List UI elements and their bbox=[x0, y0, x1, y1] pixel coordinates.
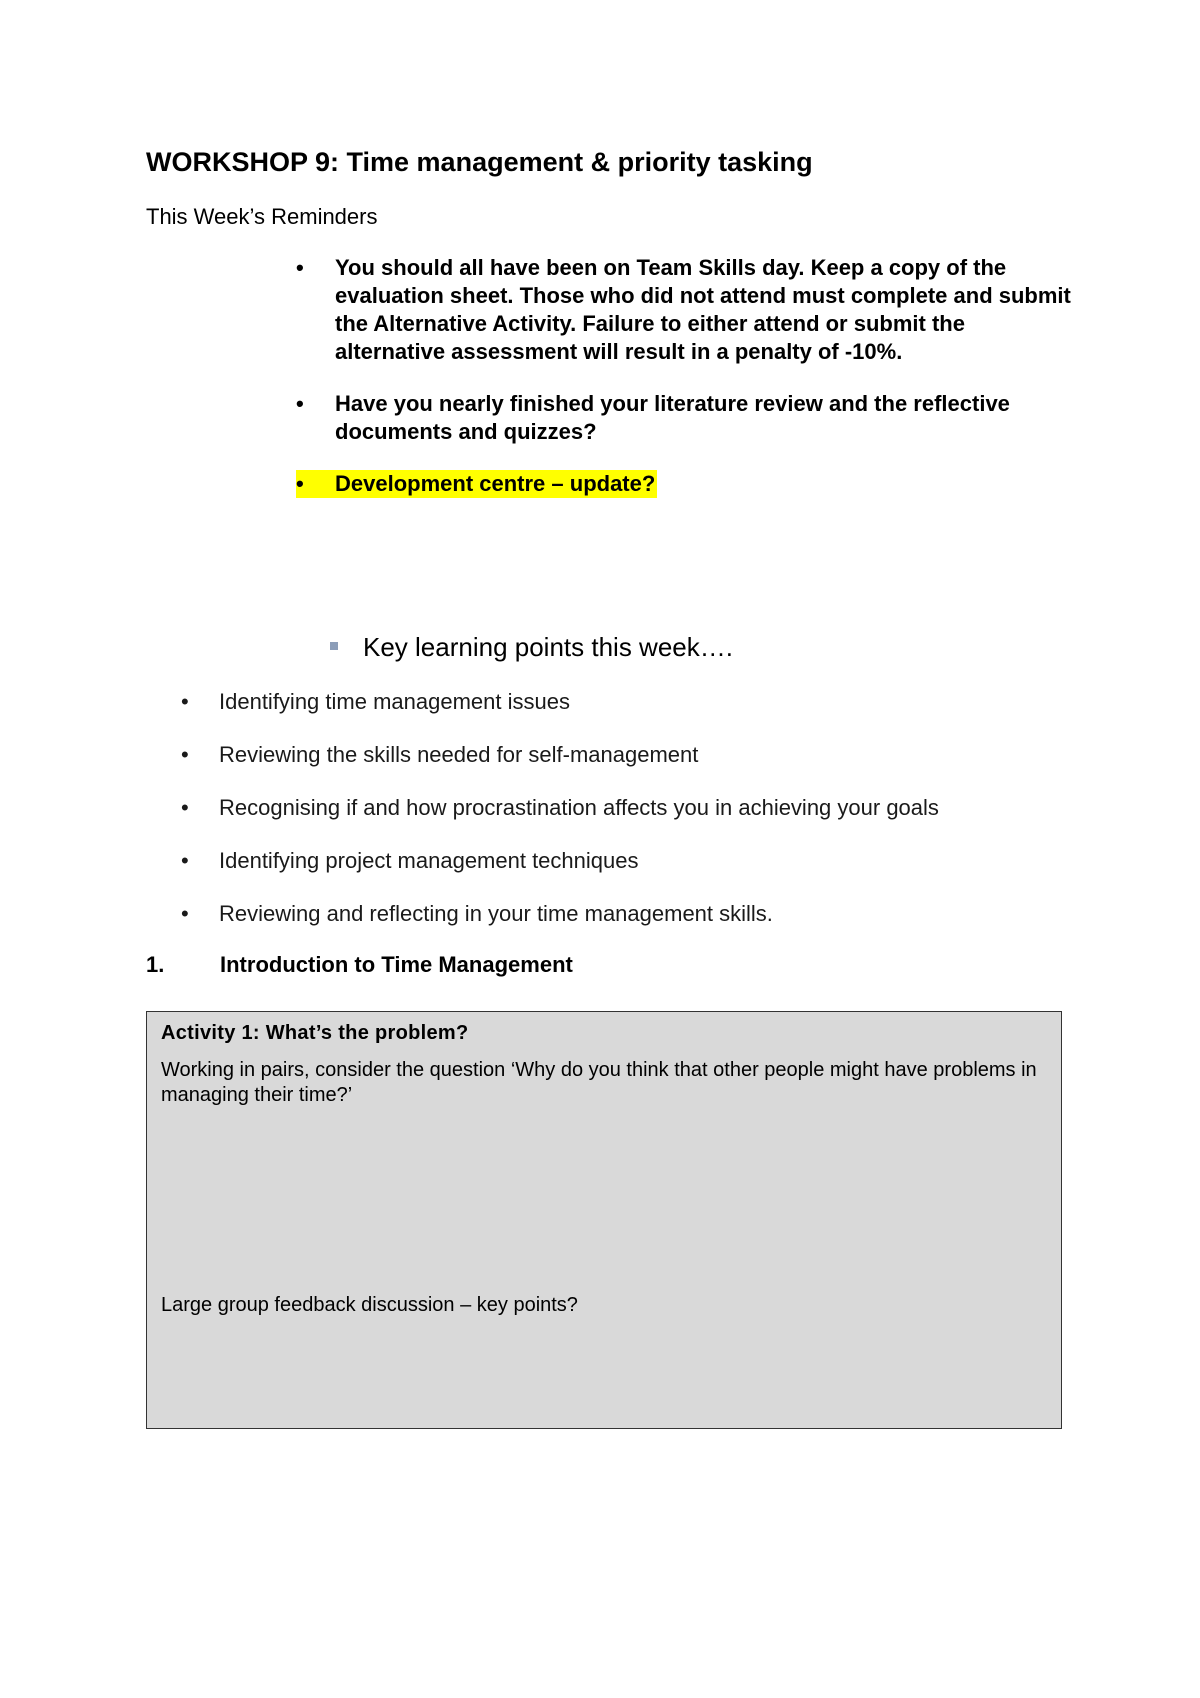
bullet-icon: • bbox=[181, 795, 189, 820]
reminder-text: You should all have been on Team Skills day. Keep a copy of the evaluation sheet. Those who did not attend must complete and submit the Alternative Activity. Failure to either attend or submit the alternative assessment will result in a penalty of -10%. bbox=[335, 255, 1071, 364]
bullet-icon: • bbox=[181, 742, 189, 767]
key-learning-heading bbox=[330, 630, 733, 664]
activity-box bbox=[146, 1011, 1062, 1429]
reminders-list bbox=[296, 254, 1076, 522]
activity-title: Activity 1: What’s the problem? bbox=[161, 1022, 469, 1044]
section-number: 1. bbox=[146, 952, 165, 977]
key-point-text: Reviewing and reflecting in your time management skills. bbox=[219, 901, 773, 926]
list-item bbox=[181, 900, 1081, 928]
reminder-text: Development centre – update? bbox=[335, 471, 656, 496]
list-item bbox=[181, 794, 1081, 822]
list-item bbox=[181, 688, 1081, 716]
key-point-text: Reviewing the skills needed for self-management bbox=[219, 742, 699, 767]
reminder-item bbox=[296, 390, 1076, 446]
bullet-icon: • bbox=[296, 255, 304, 280]
activity-instructions: Working in pairs, consider the question ‘Why do you think that other people might have problems in managing their time?’ bbox=[161, 1059, 1037, 1106]
activity-feedback-prompt: Large group feedback discussion – key points? bbox=[161, 1294, 578, 1316]
reminder-text: Have you nearly finished your literature review and the reflective documents and quizzes? bbox=[335, 391, 1010, 444]
reminder-item-highlighted bbox=[296, 470, 657, 498]
reminder-item bbox=[296, 254, 1076, 366]
key-points-list bbox=[181, 688, 1081, 953]
key-point-text: Identifying project management techniques bbox=[219, 848, 639, 873]
key-learning-heading-text: Key learning points this week…. bbox=[363, 632, 733, 662]
page-title: WORKSHOP 9: Time management & priority tasking bbox=[146, 147, 813, 177]
key-point-text: Identifying time management issues bbox=[219, 689, 570, 714]
list-item bbox=[181, 741, 1081, 769]
section-heading bbox=[146, 951, 573, 979]
reminders-heading: This Week’s Reminders bbox=[146, 204, 378, 229]
bullet-icon: • bbox=[181, 689, 189, 714]
bullet-icon: • bbox=[296, 471, 304, 496]
bullet-icon: • bbox=[181, 848, 189, 873]
key-point-text: Recognising if and how procrastination affects you in achieving your goals bbox=[219, 795, 939, 820]
section-title: Introduction to Time Management bbox=[220, 952, 573, 977]
bullet-icon: • bbox=[181, 901, 189, 926]
list-item bbox=[181, 847, 1081, 875]
bullet-icon: • bbox=[296, 391, 304, 416]
square-bullet-icon bbox=[330, 642, 338, 650]
